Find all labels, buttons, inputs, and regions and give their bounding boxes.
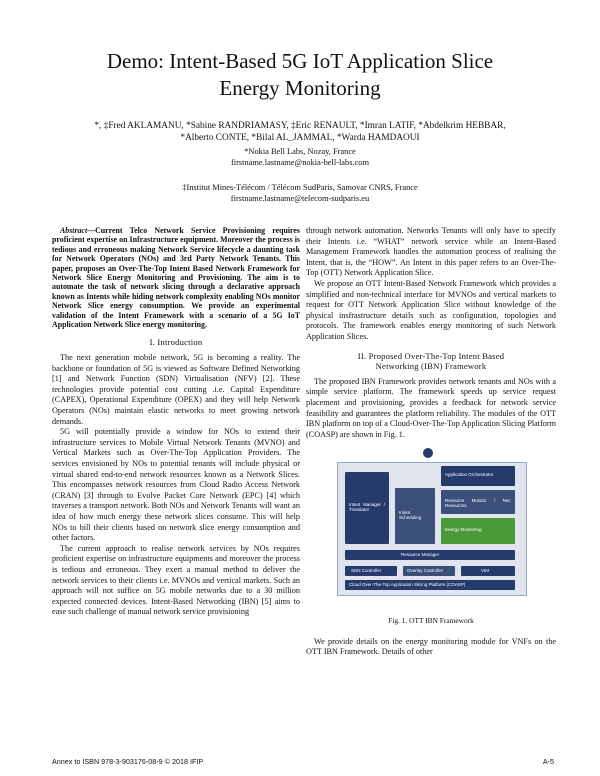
intent-manager-label: Intent Manager / Translator <box>349 502 385 513</box>
left-column <box>52 226 300 618</box>
paragraph: through network automation. Networks Tenants will only have to specify their Intents i.e. “WHAT” network service while an Intent-Based Management Framework handles the automation process of realising the Intent, that is, the “HOW”. An Intent in this paper refers to an Over-The-Top (OTT) Network Application Slice. <box>306 226 556 278</box>
section-1-heading: I. Introduction <box>149 337 203 348</box>
paragraph: The next generation mobile network, 5G is becoming a reality. The backbone or foundation of 5G is viewed as Software Defined Networking [1] and Network Function (SDN) Virtualisation (NFV) [2]. These technologies provide potential cost cutting .i.e. Capital Expenditure (CAPEX), Operational Expenditure (OPEX) and they will help Network Operators (NOs) maintain elastic networks to meet growing network demands. <box>52 353 300 426</box>
paper-title <box>40 48 560 102</box>
abstract-label: Abstract <box>60 226 88 235</box>
paragraph: The proposed IBN Framework provides network tenants and NOs with a simple service platform. The framework speeds up service request placement and provisioning, provides a feedback for network service feasibility and guarantees the platform reliability. The modules of the OTT IBN platform on top of a Cloud-Over-The-Top Application Slicing Platform (COASP) are shown in Fig. 1. <box>306 376 556 439</box>
intent-scheduling-label: Intent Scheduling <box>399 510 422 521</box>
paragraph: We propose an OTT Intent-Based Network Framework which provides a simplified and non-technical interface for MVNOs and vertical markets to request for OTT Network Application Slice without knowledge of the physical insfrastructure details such as configuration, topologies and protocols. The framework enables energy monitoring of such Network Application Slices. <box>306 278 556 341</box>
figure-caption: Fig. 1. OTT IBN Framework <box>388 616 474 626</box>
affiliation-telecom-name: ‡Institut Mines-Télécom / Télécom SudParis, Samovar CNRS, France <box>182 183 418 192</box>
section-2-heading-line-2: Networking (IBN) Framework <box>375 361 487 372</box>
affiliation-nokia <box>40 146 560 168</box>
abstract <box>52 226 300 329</box>
author-list <box>40 120 560 144</box>
authors-line-2: *Alberto CONTE, *Bilal AL_JAMMAL, *Warda HAMDAOUI <box>180 133 420 143</box>
footer-page-number: A-5 <box>542 757 554 766</box>
energy-monitoring-label: Energy Monitoring <box>445 527 482 533</box>
user-icon <box>423 448 433 458</box>
abstract-text: —Current Telco Network Service Provisioning requires proficient expertise on Infrastructure equipment. Moreover the process is tedious and erroneous making Network Service lifecycle a daunting task for Network Operators (NOs) and 3rd Party Network Tenants. This paper, proposes an Over-The-Top Intent Based Network Framework for Network Slice Energy Monitoring and Provisioning. The aim is to automate the task of network slicing through a declarative approach known as Intents while hiding network complexity enabling NOs monitor Network Slice energy consumption. We provide an experimental validation of the Intent Framework with a scenario of a 5G IoT Application Network Slice energy monitoring. <box>52 226 300 330</box>
paragraph: 5G will potentially provide a window for NOs to extend their infrastructure services to Mobile Virtual Network Tenants (MVNO) and Vertical Markets such as Over-The-Top Application Providers. The services envisioned by NOs to potential tenants will include physical or virtual shared end-to-end network resources known as a Network Slices. This encompasses network resources from Cloud Radio Access Network (CRAN) [3] through to Evolve Packet Core Network (EPC) [4] which traverses a transport network. Both NOs and Network Tenants will want an idea of how much energy these network slices consume. This will help NOs to bill their clients based on network slice energy consumption and other factors. <box>52 427 300 543</box>
affiliation-telecom <box>40 182 560 204</box>
vim-label: VIM <box>481 568 490 574</box>
affiliation-nokia-email: firstname.lastname@nokia-bell-labs.com <box>231 158 369 167</box>
coasp-label: Cloud Over-The-Top Application Slicing Platform (COASP) <box>349 582 466 588</box>
footer-isbn: Annex to ISBN 978-3-903176-08-9 © 2018 IFIP <box>52 757 204 766</box>
authors-line-1: *, ‡Fred AKLAMANU, *Sabine RANDRIAMASY, ‡Eric RENAULT, *Imran LATIF, *Abdelkrim HEBBAR, <box>94 121 506 131</box>
net-resources-label: Resource Monitor / Net. Resources <box>445 498 511 509</box>
title-line-1: Demo: Intent-Based 5G IoT Application Slice <box>106 49 494 73</box>
section-2-heading <box>306 351 556 372</box>
overlay-controller-label: Overlay Controller <box>407 568 444 574</box>
app-orchestrator-label: Application Orchestrator <box>445 472 494 478</box>
title-line-2: Energy Monitoring <box>219 76 381 100</box>
right-column <box>306 226 556 658</box>
paragraph: We provide details on the energy monitoring module for VNFs on the OTT IBN Framework. Details of other <box>306 636 556 657</box>
sdn-controller-label: SDN Controller <box>351 568 382 574</box>
affiliation-telecom-email: firstname.lastname@telecom-sudparis.eu <box>230 194 370 203</box>
resource-manager-label: Resource Manager <box>401 552 440 558</box>
affiliation-nokia-name: *Nokia Bell Labs, Nozay, France <box>244 147 356 156</box>
paragraph: The current approach to realise network services by NOs requires proficient expertise on infrastructure equipments and moreover the process is tedious and erroneous. They exert a manual method to deliver the network services to their clients i.e. MVNOs and vertical markets. Such an approach will not suffice on 5G mobile networks due to a 30 million expected connected devices. Intent-Based Networking (IBN) [5] aims to ease such challenge of manual network service provisioning <box>52 543 300 617</box>
figure-ott-ibn-framework <box>331 448 531 610</box>
section-2-heading-line-1: II. Proposed Over-The-Top Intent Based <box>357 350 505 361</box>
